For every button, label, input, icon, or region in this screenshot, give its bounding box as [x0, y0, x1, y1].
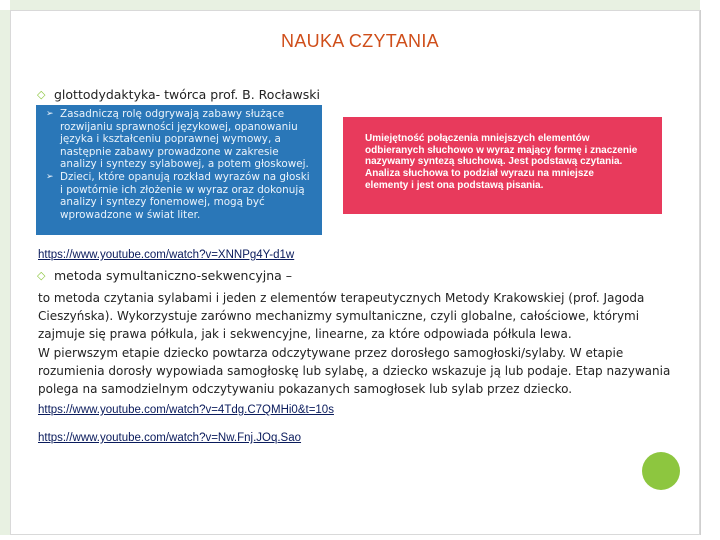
blue-line: Dzieci, które opanują rozkład wyrazów na głoski	[60, 170, 310, 183]
blue-box-item	[46, 108, 318, 171]
left-accent-bar	[0, 10, 10, 535]
method-description	[38, 289, 671, 398]
arrow-bullet-icon: ➢	[46, 109, 54, 119]
pink-definition-box	[343, 117, 662, 214]
diamond-bullet-icon: ◇	[37, 269, 46, 282]
paragraph-line: polega na samodzielnym odczytywaniu pokazanych samogłosek lub sylab przez dziecko.	[38, 382, 573, 397]
pink-line: elementy i jest ona podstawą pisania.	[365, 179, 544, 191]
youtube-link-3[interactable]: https://www.youtube.com/watch?v=Nw.Fnj.JOq.Sao	[38, 432, 302, 444]
slide-title: NAUKA CZYTANIA	[281, 31, 439, 51]
bullet-metoda: metoda symultaniczno-sekwencyjna –	[54, 268, 292, 283]
arrow-bullet-icon: ➢	[46, 171, 54, 182]
blue-line: wprowadzone w świat liter.	[60, 208, 201, 221]
paragraph-line: rozumienia dorosły wypowiada samogłoskę lub sylabę, a dziecko wskazuje ją lub podaje. Etap nazywania	[38, 363, 671, 378]
blue-line: i powtórnie ich złożenie w wyraz oraz dokonują	[60, 183, 305, 196]
paragraph-line: Cieszyńska). Wykorzystuje zarówno mechanizmy symultaniczne, czyli globalne, całościowe, którymi	[38, 309, 640, 324]
diamond-bullet-icon: ◇	[37, 88, 46, 101]
youtube-link-1[interactable]: https://www.youtube.com/watch?v=XNNPg4Y-d1w	[38, 249, 295, 261]
blue-line: analizy i syntezy fonemowej, mogą być	[60, 196, 265, 209]
blue-line: Zasadniczą rolę odgrywają zabawy służące	[60, 108, 285, 120]
pink-line: Analiza słuchowa to podział wyrazu na mniejsze	[365, 168, 594, 180]
blue-box-item	[46, 171, 318, 221]
pink-line: odbieranych słuchowo w wyraz mający formę i znaczenie	[365, 144, 638, 156]
green-circle-decoration	[642, 452, 680, 490]
youtube-link-2[interactable]: https://www.youtube.com/watch?v=4Tdg.C7QMHi0&t=10s	[38, 404, 334, 416]
paragraph-line: to metoda czytania sylabami i jeden z elementów terapeutycznych Metody Krakowskiej (prof. Jagoda	[38, 291, 645, 305]
pink-line: Umiejętność połączenia mniejszych elementów	[365, 133, 590, 144]
top-accent-bar	[10, 0, 700, 10]
blue-line: języka i kształceniu poprawnej wymowy, a	[60, 133, 281, 146]
paragraph-line: W pierwszym etapie dziecko powtarza odczytywane przez dorosłego samogłoski/sylaby. W etapie	[38, 345, 624, 360]
paragraph-line: zajmuje się prawa półkula, jak i sekwencyjne, linearne, za które odpowiada półkula lewa.	[38, 327, 572, 342]
bullet-glottodydaktyka: glottodydaktyka- twórca prof. B. Rocławski	[54, 87, 320, 102]
blue-line: następnie zabawy prowadzone w zakresie	[60, 145, 279, 158]
pink-line: nazywamy syntezą słuchową. Jest podstawą czytania.	[365, 156, 623, 168]
right-border-line	[700, 10, 701, 535]
blue-line: analizy i syntezy sylabowej, a potem głoskowej.	[60, 158, 309, 171]
blue-info-box	[36, 105, 322, 235]
blue-line: rozwijaniu sprawności językowej, opanowaniu	[60, 120, 298, 133]
